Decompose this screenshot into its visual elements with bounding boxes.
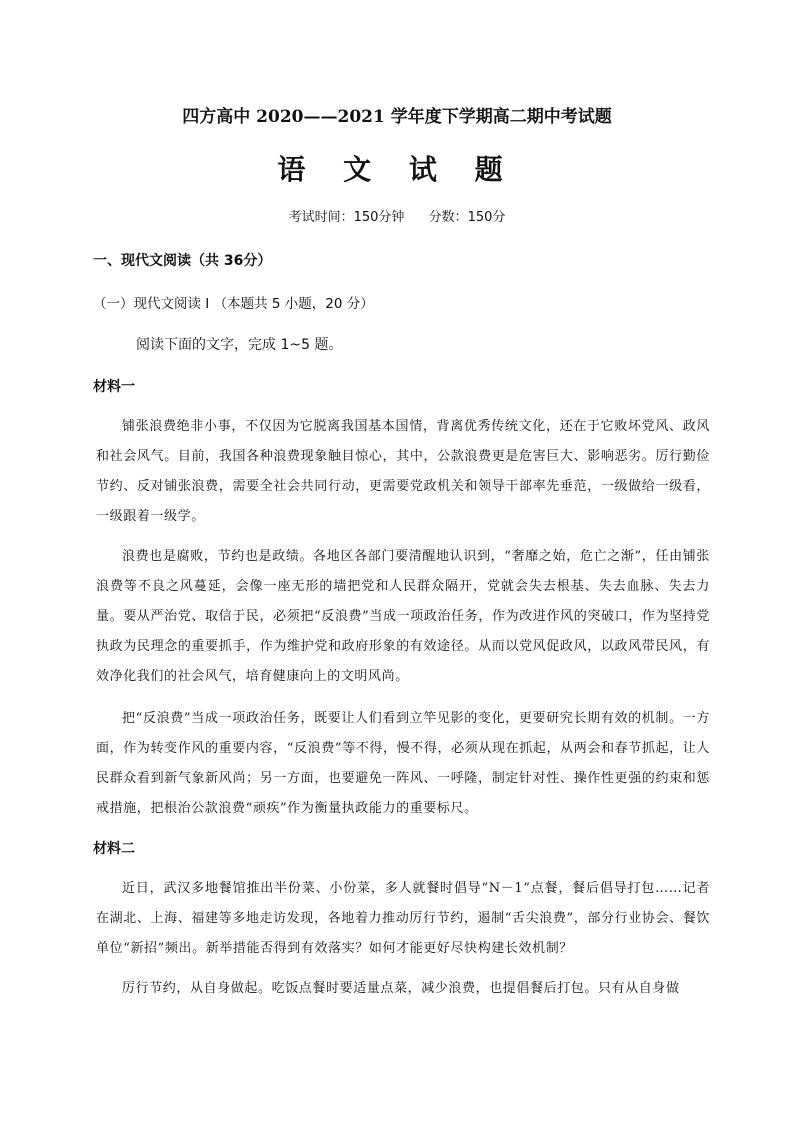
material-two-paragraph: 近日，武汉多地餐馆推出半份菜、小份菜，多人就餐时倡导“N－1”点餐，餐后倡导打包……记者在湖北、上海、福建等多地走访发现，各地着力推动厉行节约，遏制“舌尖浪费”，部分行业协会、餐饮单位“新招”频出。新举措能否得到有效落实？如何才能更好尽快构建长效机制？ <box>96 881 710 956</box>
exam-score: 分数：150分 <box>428 210 506 225</box>
subject-title: 语 文 试 题 <box>277 153 517 186</box>
section-heading: 一、现代文阅读（共 36分） <box>93 253 272 269</box>
exam-title: 四方高中 2020——2021 学年度下学期高二期中考试题 <box>182 107 612 127</box>
exam-meta <box>0 206 794 225</box>
material-one-paragraph: 铺张浪费绝非小事，不仅因为它脱离我国基本国情，背离优秀传统文化，还在于它败坏党风、政风和社会风气。目前，我国各种浪费现象触目惊心，其中，公款浪费更是危害巨大、影响恶劣。厉行勤俭节约、反对铺张浪费，需要全社会共同行动，更需要党政机关和领导干部率先垂范，一级做给一级看，一级跟着一级学。 <box>96 419 710 524</box>
material-one-paragraph: 把“反浪费”当成一项政治任务，既要让人们看到立竿见影的变化，更要研究长期有效的机制。一方面，作为转变作风的重要内容，“反浪费”等不得，慢不得，必须从现在抓起，从两会和春节抓起，让人民群众看到新气象新风尚；另一方面，也要避免一阵风、一呼隆，制定针对性、操作性更强的约束和惩戒措施，把根治公款浪费“顽疾”作为衡量执政能力的重要标尺。 <box>96 711 710 816</box>
material-two-paragraph: 厉行节约，从自身做起。吃饭点餐时要适量点菜，减少浪费，也提倡餐后打包。只有从自身做 <box>122 981 680 996</box>
reading-instruction: 阅读下面的文字，完成 1~5 题。 <box>136 337 343 353</box>
exam-time: 考试时间：150分钟 <box>288 210 405 225</box>
subsection-heading: （一）现代文阅读 I （本题共 5 小题，20 分） <box>93 296 374 312</box>
material-two-label: 材料二 <box>93 841 135 857</box>
material-one-label: 材料一 <box>93 379 135 395</box>
material-one-paragraph: 浪费也是腐败，节约也是政绩。各地区各部门要清醒地认识到，“奢靡之始，危亡之渐”，任由铺张浪费等不良之风蔓延，会像一座无形的墙把党和人民群众隔开，党就会失去根基、失去血脉、失去力量。要从严治党、取信于民，必须把“反浪费”当成一项政治任务，作为改进作风的突破口，作为坚持党执政为民理念的重要抓手，作为维护党和政府形象的有效途径。从而以党风促政风，以政风带民风，有效净化我们的社会风气，培育健康向上的文明风尚。 <box>96 549 710 684</box>
